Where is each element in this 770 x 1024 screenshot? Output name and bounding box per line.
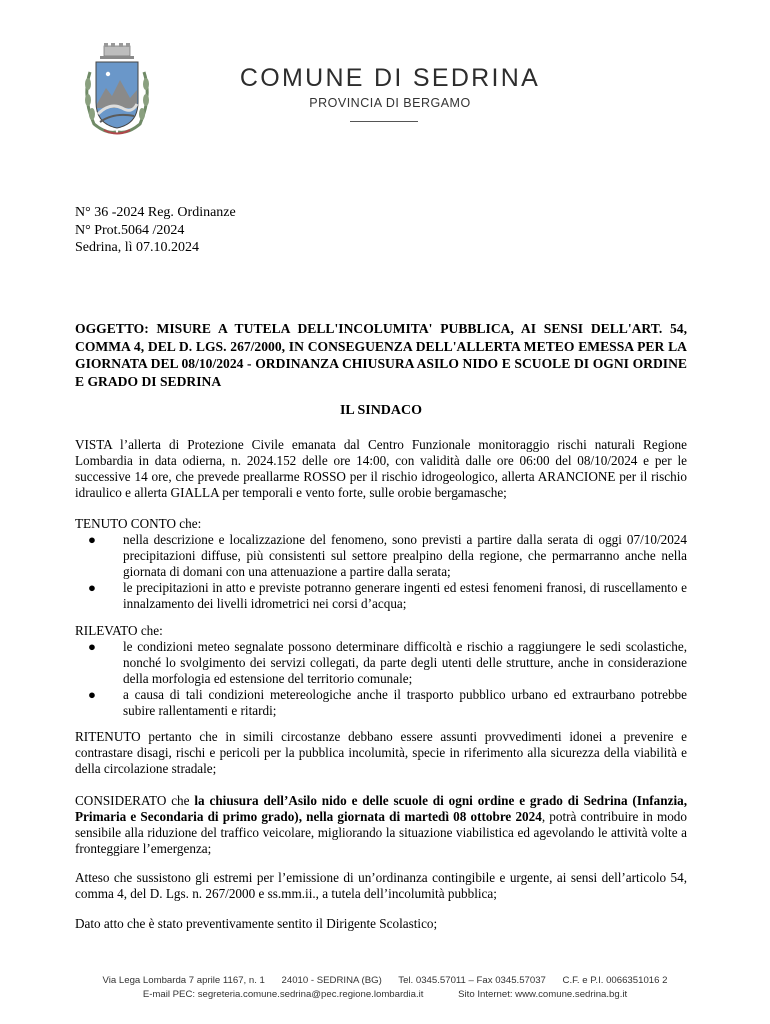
place-date: Sedrina, lì 07.10.2024: [75, 240, 200, 255]
rilevato-intro: RILEVATO che:: [75, 623, 163, 638]
footer-website[interactable]: Sito Internet: www.comune.sedrina.bg.it: [458, 989, 628, 1000]
list-item: [75, 532, 687, 580]
protocol-number: N° Prot.5064 /2024: [75, 222, 185, 238]
considerato-lead: CONSIDERATO che: [75, 793, 195, 808]
paragraph-dato-atto: Dato atto che è stato preventivamente sentito il Dirigente Scolastico;: [75, 916, 438, 931]
tenuto-conto-list: [75, 532, 687, 612]
footer-web: [40, 989, 730, 1000]
municipality-title: COMUNE DI SEDRINA: [239, 64, 541, 92]
list-item-text: le condizioni meteo segnalate possono determinare difficoltà e rischio a raggiungere le sedi scolastiche, nonché lo svolgimento dei servizi collegati, da parte degli utenti delle strutture, anche in considerazione della morfologia ed estensione del territorio comunale;: [123, 639, 687, 686]
reference-block: [75, 204, 236, 257]
paragraph-vista: VISTA l’allerta di Protezione Civile emanata dal Centro Funzionale monitoraggio rischi naturali Regione Lombardia in data odierna, n. 2024.152 delle ore 14:00, con validità dalle ore 06:00 del 08/10/2024 e per le successive 14 ore, che prevede preallarme ROSSO per il rischio idrogeologico, allerta ARANCIONE per il rischio idraulico e allerta GIALLA per temporali e vento forte, sulle orobie bergamasche;: [75, 437, 687, 500]
bullet-icon: ●: [88, 532, 96, 547]
paragraph-atteso: Atteso che sussistono gli estremi per l’emissione di un’ordinanza contingibile e urgente, ai sensi dell’articolo 54, comma 4, del D. Lgs. n. 267/2000 e ss.mm.ii., a tutela dell’incolumità pubblica;: [75, 870, 687, 901]
bullet-icon: ●: [88, 639, 96, 654]
considerato-bold: la chiusura dell’Asilo nido e delle scuole di ogni ordine e grado di Sedrina (Infanzia, Primaria e Secondaria di primo grado), nella giornata di martedì 08 ottobre 2024: [75, 793, 688, 824]
bullet-icon: ●: [88, 687, 96, 702]
footer-city: 24010 - SEDRINA (BG): [281, 975, 382, 986]
footer-tax-id: C.F. e P.I. 0066351016 2: [562, 975, 668, 986]
list-item: [75, 687, 687, 719]
footer-phone-fax: Tel. 0345.57011 – Fax 0345.57037: [398, 975, 546, 986]
rilevato-list: [75, 639, 687, 719]
list-item: [75, 580, 687, 612]
ordinance-number: N° 36 -2024 Reg. Ordinanze: [75, 205, 236, 220]
list-item-text: nella descrizione e localizzazione del fenomeno, sono previsti a partire dalla serata di oggi 07/10/2024 precipitazioni diffuse, più consistenti sul settore prealpino della regione, che permarranno anche nella giornata di domani con una attenuazione a partire dalla serata;: [123, 532, 687, 579]
section-tenuto-conto: [75, 516, 687, 612]
mayor-heading: IL SINDACO: [339, 403, 423, 418]
paragraph-ritenuto: RITENUTO pertanto che in simili circostanze debbano essere assunti provvedimenti idonei a prevenire e contrastare disagi, rischi e pericoli per la pubblica incolumità, specie in riferimento alla sicurezza della viabilità e della circolazione stradale;: [75, 729, 687, 776]
list-item-text: le precipitazioni in atto e previste potranno generare ingenti ed estesi fenomeni franosi, di ruscellamento e innalzamento dei livelli idrometrici nei corsi d’acqua;: [123, 580, 687, 611]
section-rilevato: [75, 623, 687, 719]
list-item-text: a causa di tali condizioni metereologiche anche il trasporto pubblico urbano ed extraurbano potrebbe subire rallentamenti e ritardi;: [123, 687, 687, 718]
province-subtitle: PROVINCIA DI BERGAMO: [309, 96, 471, 110]
list-item: [75, 639, 687, 687]
title-divider: [350, 121, 418, 122]
bullet-icon: ●: [88, 580, 96, 595]
subject-heading: OGGETTO: MISURE A TUTELA DELL'INCOLUMITA' PUBBLICA, AI SENSI DELL'ART. 54, COMMA 4, DEL D. LGS. 267/2000, IN CONSEGUENZA DELL'ALLERTA METEO EMESSA PER LA GIORNATA DEL 08/10/2024 - ORDINANZA CHIUSURA ASILO NIDO E SCUOLE DI OGNI ORDINE E GRADO DI SEDRINA: [75, 321, 687, 389]
footer-pec[interactable]: E-mail PEC: segreteria.comune.sedrina@pec.regione.lombardia.it: [142, 989, 424, 1000]
considerato-tail: , potrà contribuire in modo sensibile alla riduzione del traffico veicolare, migliorando la situazione viabilistica ed agevolando le attività volte a fronteggiare l’emergenza;: [75, 809, 687, 856]
footer-contacts: [40, 975, 730, 986]
footer-address: Via Lega Lombarda 7 aprile 1167, n. 1: [102, 975, 265, 986]
paragraph-considerato: [75, 793, 687, 857]
tenuto-conto-intro: TENUTO CONTO che:: [75, 516, 202, 531]
coat-of-arms-icon: [76, 42, 158, 138]
